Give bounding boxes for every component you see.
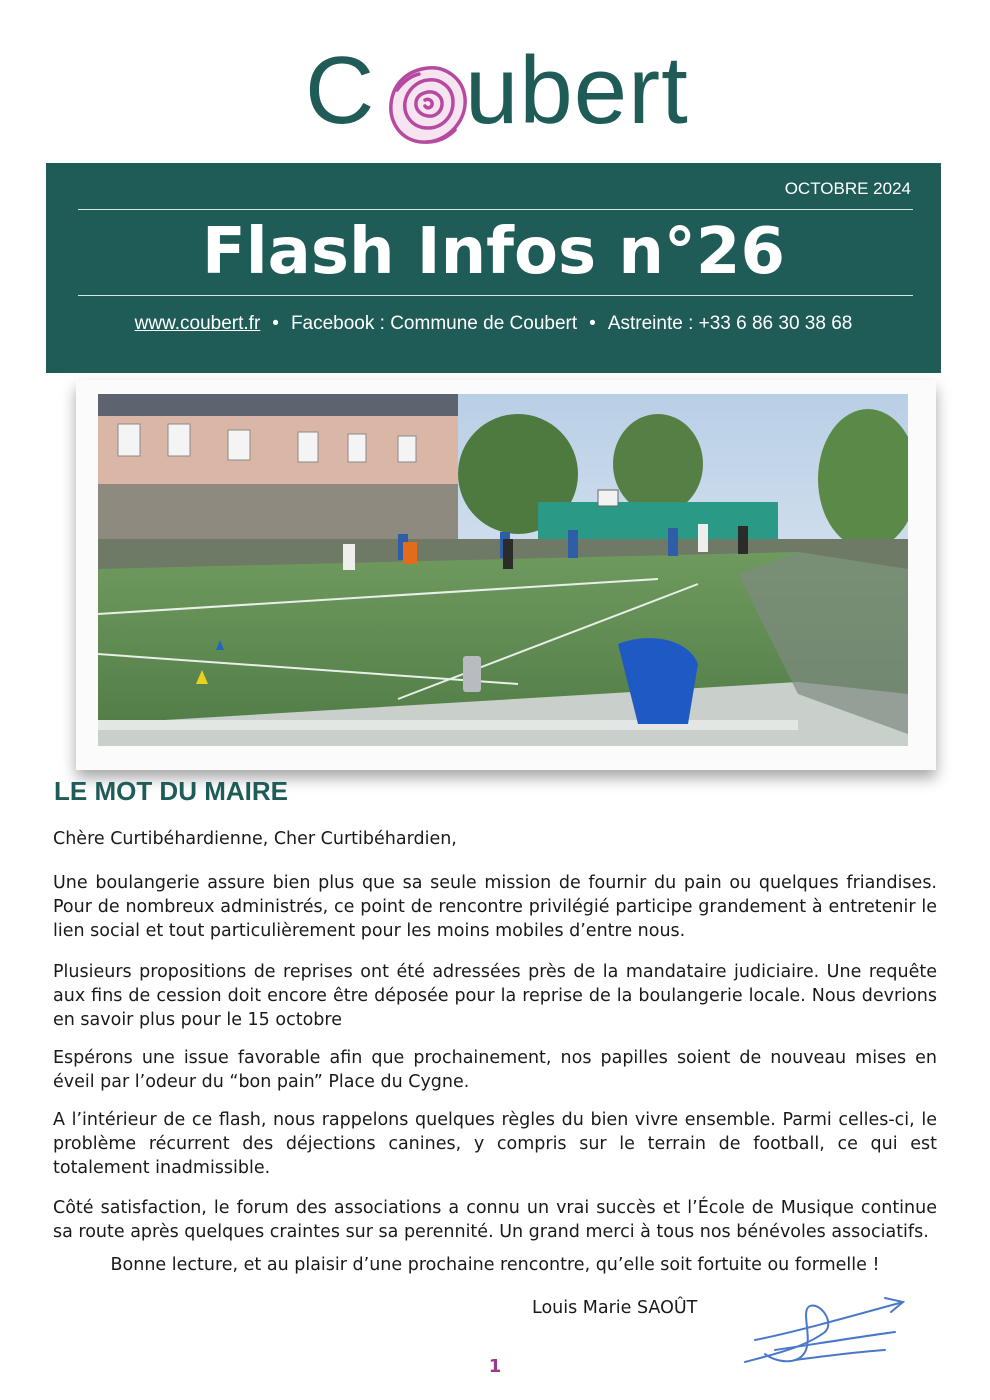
contact-line — [46, 313, 941, 335]
paragraph: Une boulangerie assure bien plus que sa seule mission de fournir du pain ou quelques friandises. Pour de nombreux administrés, ce point de rencontre privilégié participe grandement à entretenir le lien social et tout particulièrement pour les moins mobiles d’entre nous. — [53, 873, 937, 941]
bullet-separator: • — [272, 313, 279, 334]
section-heading: LE MOT DU MAIRE — [54, 776, 288, 806]
paragraph: Plusieurs propositions de reprises ont été adressées près de la mandataire judiciaire. Une requête aux fins de cession doit encore être déposée pour la reprise de la boulangerie locale. Nous devrions en savoir plus pour le 15 octobre — [53, 962, 937, 1030]
logo-text-rest: ubert — [465, 37, 689, 144]
rose-icon — [383, 60, 473, 150]
sports-field-photo — [98, 394, 908, 746]
paragraph: Espérons une issue favorable afin que prochainement, nos papilles soient de nouveau mises en éveil par l’odeur du “bon pain” Place du Cygne. — [53, 1048, 937, 1092]
signer-name: Louis Marie SAOÛT — [532, 1298, 698, 1318]
page-number: 1 — [488, 1356, 502, 1377]
astreinte-info: Astreinte : +33 6 86 30 38 68 — [607, 313, 853, 334]
facebook-info: Facebook : Commune de Coubert — [290, 313, 578, 334]
newsletter-title: Flash Infos n°26 — [202, 215, 785, 289]
closing-line: Bonne lecture, et au plaisir d’une prochaine rencontre, qu’elle soit fortuite ou formelle ! — [110, 1255, 880, 1275]
greeting: Chère Curtibéhardienne, Cher Curtibéhardien, — [53, 829, 457, 849]
paragraph: A l’intérieur de ce flash, nous rappelons quelques règles du bien vivre ensemble. Parmi celles-ci, le problème récurrent des déjections canines, y compris sur le terrain de football, ce qui est totalement inadmissible. — [53, 1110, 937, 1178]
paragraph: Côté satisfaction, le forum des associations a connu un vrai succès et l’École de Musique continue sa route après quelques craintes sur sa perennité. Un grand merci à tous nos bénévoles associatifs. — [53, 1198, 937, 1242]
header-banner — [46, 163, 941, 373]
divider — [78, 209, 913, 210]
divider — [78, 295, 913, 296]
website-link[interactable]: www.coubert.fr — [134, 313, 261, 334]
photo-frame — [76, 380, 936, 770]
issue-date: OCTOBRE 2024 — [784, 179, 911, 198]
logo-letter-c: C — [305, 37, 376, 144]
coubert-logo — [305, 38, 695, 143]
bullet-separator: • — [589, 313, 596, 334]
